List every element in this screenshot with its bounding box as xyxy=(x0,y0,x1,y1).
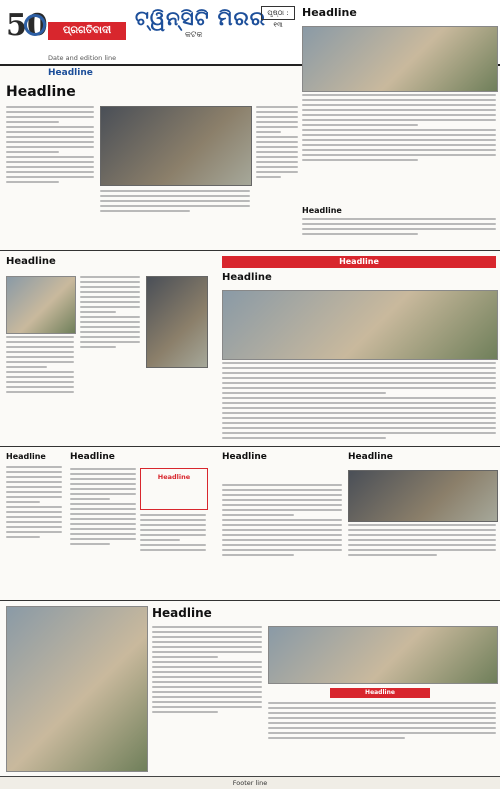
section-divider-3 xyxy=(0,600,500,601)
badambadi-text xyxy=(222,484,342,594)
poet-photo-1 xyxy=(6,276,76,334)
mandap-headline: Headline xyxy=(70,452,115,462)
highlight-box xyxy=(140,468,208,510)
top-right-headline: Headline xyxy=(302,6,357,19)
poet-text-1 xyxy=(80,276,140,406)
section-divider xyxy=(0,250,500,251)
red-banner: Headline xyxy=(222,256,496,268)
page-number: ପୃଷ୍ଠା : ୧୩ xyxy=(261,6,295,20)
bottom-lead-headline: Headline xyxy=(152,606,212,620)
poet-text-2 xyxy=(6,336,74,446)
students-banner: Headline xyxy=(330,688,430,698)
alcohol-seized-headline: Headline xyxy=(348,452,393,462)
students-photo xyxy=(268,626,498,684)
page-footer: Footer line xyxy=(0,776,500,789)
city-edition-subtitle: କଟକ xyxy=(185,30,203,39)
dateline: Date and edition line xyxy=(48,54,117,62)
lead-headline: Headline xyxy=(6,84,76,100)
left-small-headline: Headline xyxy=(6,452,46,461)
anniversary-logo-icon xyxy=(24,14,46,36)
bottom-lead-text-1 xyxy=(152,626,262,766)
poet-photo-2 xyxy=(146,276,208,368)
newspaper-brand: ପ୍ରଗତିବାଦୀ xyxy=(48,22,126,40)
vc-protest-photo xyxy=(222,290,498,360)
highlight-box-text: Headline xyxy=(157,473,191,481)
alcohol-seized-text xyxy=(348,524,496,594)
lead-photo xyxy=(100,106,252,186)
city-edition-title: ଟ୍ୱିନ୍‌ସିଟି ମିରର xyxy=(135,6,266,30)
right-story-2-headline: Headline xyxy=(302,206,342,215)
left-small-text xyxy=(6,466,62,586)
mandap-text-2 xyxy=(140,514,206,598)
poet-story-headline: Headline xyxy=(6,256,56,267)
lead-column-1 xyxy=(6,106,94,216)
section-divider-2 xyxy=(0,446,500,447)
mandap-text xyxy=(70,468,136,598)
vc-protest-headline: Headline xyxy=(222,272,272,283)
school-building-photo xyxy=(6,606,148,772)
right-story-text xyxy=(302,94,496,204)
lead-column-3 xyxy=(100,190,250,230)
badambadi-headline: Headline xyxy=(222,452,267,462)
bottom-lead-text-2 xyxy=(268,702,496,770)
right-story-2-text xyxy=(302,218,496,246)
lead-column-2 xyxy=(256,106,298,224)
lead-kicker: Headline xyxy=(48,68,93,78)
alcohol-seized-photo xyxy=(348,470,498,522)
vc-protest-text xyxy=(222,362,496,442)
protest-photo xyxy=(302,26,498,92)
anniversary-logo-number: 50 xyxy=(6,8,48,43)
